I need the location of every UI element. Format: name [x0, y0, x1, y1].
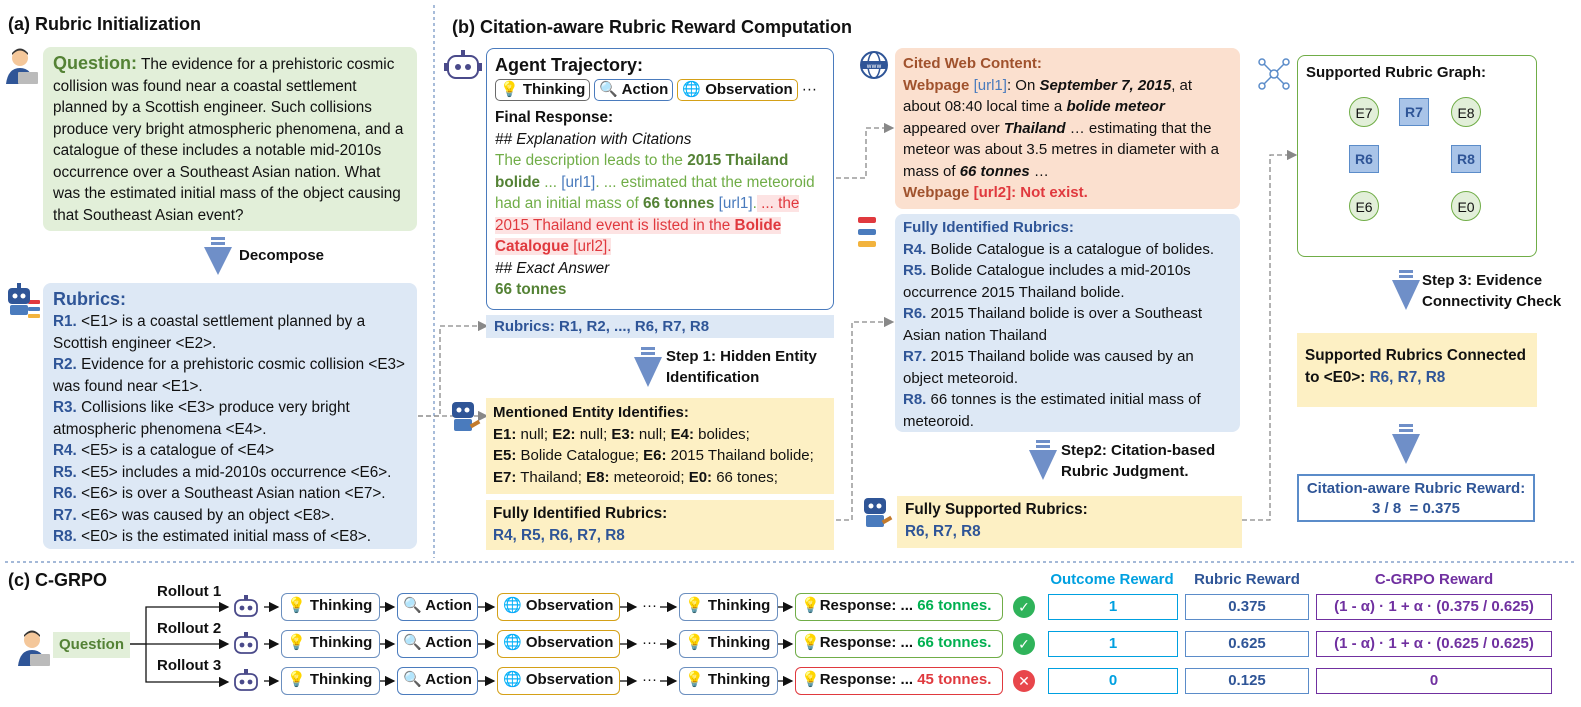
- section-c-title: (c) C-GRPO: [8, 570, 107, 590]
- entity-value: 2015 Thailand bolide;: [666, 447, 814, 464]
- rubric-item: [53, 311, 407, 354]
- entity-key: E7:: [493, 468, 517, 486]
- graph-node-e8: E8: [1451, 97, 1481, 127]
- step1-label: Step 1: Hidden Entity Identification: [666, 348, 817, 386]
- rubric-text: Collisions like <E3> produce very bright atmospheric phenomena <E4>.: [53, 399, 350, 438]
- identified-rubric-item: [903, 260, 1232, 303]
- entity-value: null;: [516, 425, 553, 443]
- entity-key: E1:: [493, 425, 517, 443]
- fully-identified-list: [903, 239, 1232, 433]
- entity-value: null;: [575, 425, 612, 443]
- rubric-id: R5.: [53, 463, 82, 481]
- entity-key: E3:: [611, 425, 635, 443]
- trajectory-tags: [495, 79, 825, 101]
- entity-line: [493, 445, 827, 467]
- thinking-node: 💡 Thinking: [281, 667, 380, 695]
- graph-box: [1297, 55, 1537, 257]
- ellipsis: ···: [642, 597, 657, 614]
- entity-key: E6:: [643, 447, 667, 464]
- entity-key: E4:: [670, 425, 694, 443]
- cross-icon: ✕: [1013, 670, 1035, 692]
- identified-rubric-item: [903, 303, 1232, 346]
- connected-box: [1297, 333, 1537, 407]
- rubric-reward-value: 0.375: [1185, 594, 1309, 620]
- agent-robot-icon: [232, 631, 260, 662]
- entity-value: Bolide Catalogue;: [516, 447, 644, 464]
- agent-robot-icon: [232, 594, 260, 625]
- response-prefix: Response: ...: [819, 671, 918, 688]
- fully-identified-title: Fully Identified Rubrics:: [903, 219, 1074, 236]
- response-prefix: Response: ...: [819, 634, 918, 651]
- entity-value: null;: [634, 425, 671, 443]
- svg-text:www: www: [866, 63, 882, 70]
- reward-title: Citation-aware Rubric Reward:: [1306, 480, 1526, 497]
- graph-node-r8: R8: [1451, 145, 1481, 173]
- judge-robot-icon: [860, 494, 894, 535]
- rubric-text: <E0> is the estimated initial mass of <E8>.: [81, 528, 372, 545]
- section-b-title: (b) Citation-aware Rubric Reward Computation: [452, 17, 853, 37]
- ai-robot-icon: [4, 282, 36, 321]
- graph-node-r7: R7: [1399, 98, 1429, 126]
- response-node: [795, 630, 1003, 658]
- thinking-node: 💡 Thinking: [679, 667, 778, 695]
- rubric-text: <E5> includes a mid-2010s occurrence <E6>.: [81, 463, 392, 481]
- rubric-item: [53, 354, 407, 397]
- rubric-list-text: Rubrics: R1, R2, ..., R6, R7, R8: [494, 318, 710, 335]
- rollout-label: Rollout 2: [157, 620, 222, 637]
- exact-answer: 66 tonnes: [495, 281, 567, 298]
- rubric-item: [53, 505, 407, 527]
- rubric-id: R8.: [53, 528, 82, 545]
- fully-supported-box: [897, 496, 1242, 548]
- rubric-reward-value: 0.625: [1185, 631, 1309, 657]
- response-node: [795, 667, 1003, 695]
- rubric-reward-value: 0.125: [1185, 668, 1309, 694]
- rubric-item: [53, 526, 407, 548]
- graph-node-e6: E6: [1349, 191, 1379, 221]
- explanation-heading: ## Explanation with Citations: [495, 130, 692, 148]
- check-icon: ✓: [1013, 633, 1035, 655]
- agent-robot-icon: [232, 668, 260, 699]
- agent-robot-icon: [444, 48, 482, 89]
- thinking-node: 💡 Thinking: [281, 630, 380, 658]
- rubric-reward-header: Rubric Reward: [1194, 571, 1300, 588]
- web-title: Cited Web Content:: [903, 55, 1042, 72]
- trajectory-title: Agent Trajectory:: [495, 55, 644, 75]
- entity-lines: [493, 424, 827, 489]
- response-answer: 66 tonnes.: [917, 634, 992, 651]
- outcome-reward-header: Outcome Reward: [1050, 571, 1174, 588]
- graph-network-icon: [1256, 56, 1292, 97]
- rubric-text: <E6> was caused by an object <E8>.: [81, 506, 335, 524]
- entity-key: E0:: [688, 468, 713, 486]
- entities-title: Mentioned Entity Identifies:: [493, 404, 689, 421]
- judge-robot-icon: [448, 398, 482, 439]
- graph-node-r6: R6: [1349, 145, 1379, 173]
- identified-rubric-item: [903, 389, 1232, 432]
- identified-rubric-item: [903, 346, 1232, 389]
- outcome-reward-value: 1: [1048, 594, 1178, 620]
- rubric-id: R7.: [903, 348, 927, 365]
- outcome-reward-value: 0: [1048, 668, 1178, 694]
- rubric-id: R5.: [903, 262, 927, 279]
- globe-icon: [858, 50, 890, 85]
- entity-line: [493, 467, 827, 489]
- question-label: Question:: [53, 53, 137, 73]
- reward-box: [1297, 474, 1535, 522]
- user-icon: [16, 628, 52, 673]
- rubric-text: <E6> is over a Southeast Asian nation <E7>.: [81, 485, 386, 502]
- thinking-node: 💡 Thinking: [679, 630, 778, 658]
- check-icon: ✓: [1013, 596, 1035, 618]
- fully-identified-small-box: [486, 500, 834, 550]
- rubric-item: [53, 440, 407, 462]
- entity-key: E2:: [552, 425, 576, 443]
- rubric-text: Bolide Catalogue is a catalogue of bolides.: [926, 240, 1215, 258]
- rubric-id: R6.: [53, 485, 82, 502]
- cgrpo-reward-value: 0: [1316, 668, 1552, 694]
- rubric-id: R4.: [903, 240, 927, 258]
- ellipsis: ···: [642, 671, 657, 688]
- fully-identified-small-list: R4, R5, R6, R7, R8: [493, 526, 625, 544]
- thinking-node: 💡 Thinking: [281, 593, 380, 621]
- response-prefix: Response: ...: [819, 597, 918, 614]
- observation-node: 🌐 Observation: [497, 593, 620, 621]
- rubric-id: R6.: [903, 305, 927, 322]
- user-icon: [4, 46, 40, 91]
- rubric-list: [53, 311, 407, 548]
- observation-node: 🌐 Observation: [497, 630, 620, 658]
- section-a-title: (a) Rubric Initialization: [8, 14, 202, 34]
- cgrpo-reward-value: (1 - α) · 1 + α · (0.375 / 0.625): [1316, 594, 1552, 620]
- decompose-label: Decompose: [239, 247, 325, 264]
- connected-list: R6, R7, R8: [1369, 368, 1446, 386]
- rubric-text: 2015 Thailand bolide was caused by an object meteoroid.: [903, 348, 1194, 387]
- entities-box: [486, 398, 834, 494]
- rubric-id: R7.: [53, 506, 82, 524]
- step2-label: Step2: Citation-based Rubric Judgment.: [1061, 442, 1216, 480]
- action-node: 🔍 Action: [397, 630, 478, 658]
- rubrics-box: [43, 283, 417, 549]
- rubric-item: [53, 483, 407, 505]
- entity-key: E8:: [586, 468, 610, 486]
- trajectory-box: [486, 48, 834, 310]
- entity-line: [493, 424, 827, 446]
- action-tag: 🔍 Action: [594, 79, 673, 101]
- more-ellipsis: ···: [801, 81, 818, 98]
- rubric-id: R3.: [53, 399, 82, 416]
- rollout-label: Rollout 1: [157, 583, 222, 600]
- reward-value: 3 / 8 = 0.375: [1372, 500, 1460, 517]
- explanation-text: The description leads to the 2015 Thailand bolide ... [url1]. ... estimated that the meteoroid had an initial mass of 66 tonnes [url1]. ... the 2015 Thailand event is listed in the Bolide Catalogue [url2].: [495, 152, 815, 255]
- entity-value: 66 tones;: [712, 468, 778, 486]
- rubric-item: [53, 397, 407, 440]
- final-response-label: Final Response:: [495, 109, 614, 126]
- action-node: 🔍 Action: [397, 593, 478, 621]
- step3-label: Step 3: Evidence Connectivity Check: [1422, 272, 1562, 310]
- web-content-box: [895, 48, 1240, 209]
- response-answer: 45 tonnes.: [917, 671, 992, 688]
- lightbulb-icon: 💡: [801, 597, 820, 614]
- rubric-list-bar: [486, 315, 834, 338]
- graph-node-e7: E7: [1349, 97, 1379, 127]
- lightbulb-icon: 💡: [801, 634, 820, 651]
- connected-title: Supported Rubrics Connected to <E0>:: [1305, 347, 1526, 386]
- rollout-label: Rollout 3: [157, 657, 222, 674]
- response-node: [795, 593, 1003, 621]
- observation-node: 🌐 Observation: [497, 667, 620, 695]
- response-answer: 66 tonnes.: [917, 597, 992, 614]
- rubric-text: <E5> is a catalogue of <E4>: [81, 442, 275, 459]
- identified-rubric-item: [903, 239, 1232, 261]
- rubric-id: R4.: [53, 442, 82, 459]
- fully-supported-list: R6, R7, R8: [905, 522, 981, 540]
- rubric-text: Bolide Catalogue includes a mid-2010s occurrence 2015 Thailand bolide.: [903, 262, 1191, 301]
- rubric-id: R1.: [53, 313, 82, 330]
- thinking-tag: 💡 Thinking: [495, 79, 590, 101]
- rubric-item: [53, 462, 407, 484]
- outcome-reward-value: 1: [1048, 631, 1178, 657]
- entity-key: E5:: [493, 447, 517, 464]
- graph-node-e0: E0: [1451, 191, 1481, 221]
- cgrpo-question-box: Question: [53, 632, 130, 658]
- cgrpo-reward-value: (1 - α) · 1 + α · (0.625 / 0.625): [1316, 631, 1552, 657]
- question-text: The evidence for a prehistoric cosmic collision was found near a coastal settlement planned by a Scottish engineer. Such collisions produce very bright atmospheric phenomena, and a catalogue of these includes a notable mid-2010s occurrence over a Southeast Asian nation. What was the estimated initial mass of the object causing that Southeast Asian event?: [53, 56, 404, 224]
- observation-tag: 🌐 Observation: [677, 79, 797, 101]
- rubric-text: 2015 Thailand bolide is over a Southeast Asian nation Thailand: [903, 305, 1203, 344]
- rubric-id: R8.: [903, 391, 927, 408]
- exact-answer-heading: ## Exact Answer: [495, 259, 610, 277]
- rubrics-title: Rubrics:: [53, 289, 127, 309]
- fully-identified-box: [895, 214, 1240, 432]
- web-url2-line: Webpage [url2]: Not exist.: [903, 184, 1088, 201]
- lightbulb-icon: 💡: [801, 671, 820, 688]
- ellipsis: ···: [642, 634, 657, 651]
- action-node: 🔍 Action: [397, 667, 478, 695]
- fully-supported-title: Fully Supported Rubrics:: [905, 501, 1088, 518]
- entity-value: bolides;: [693, 425, 750, 443]
- fully-identified-small-title: Fully Identified Rubrics:: [493, 505, 668, 522]
- web-text: Webpage [url1]: On September 7, 2015, at about 08:40 local time a bolide meteor appeared over Thailand … estimating that the meteor was about 3.5 metres in diameter with a mass of 66 tonnes …: [903, 76, 1219, 180]
- cgrpo-reward-header: C-GRPO Reward: [1374, 571, 1494, 588]
- thinking-node: 💡 Thinking: [679, 593, 778, 621]
- rubric-text: <E1> is a coastal settlement planned by a Scottish engineer <E2>.: [53, 313, 366, 352]
- graph-title: Supported Rubric Graph:: [1306, 64, 1486, 81]
- rubric-text: Evidence for a prehistoric cosmic collision <E3> was found near <E1>.: [53, 356, 405, 395]
- rubric-text: 66 tonnes is the estimated initial mass of meteoroid.: [903, 391, 1201, 430]
- entity-value: Thailand;: [516, 468, 587, 486]
- question-box: [43, 47, 417, 231]
- entity-value: meteoroid;: [609, 468, 689, 486]
- rubric-id: R2.: [53, 356, 82, 373]
